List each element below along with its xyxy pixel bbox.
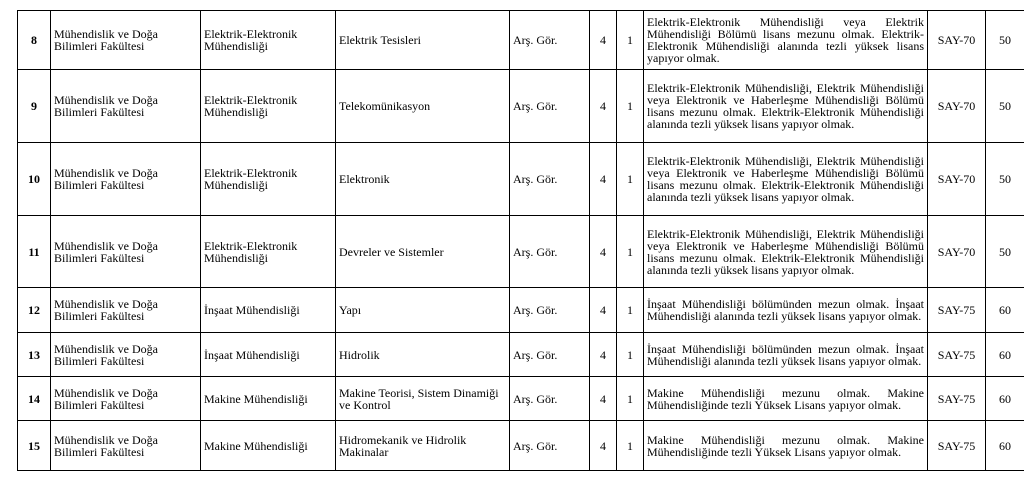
title-cell: Arş. Gör. xyxy=(510,70,590,143)
requirement-cell: Makine Mühendisliği mezunu olmak. Makine Mühendisliğinde tezli Yüksek Lisans yapıyor olmak. xyxy=(644,421,928,471)
min-score-cell: 60 xyxy=(986,288,1024,333)
count-cell: 1 xyxy=(617,143,644,216)
title-cell: Arş. Gör. xyxy=(510,216,590,288)
row-number: 12 xyxy=(18,288,51,333)
min-score-cell: 60 xyxy=(986,421,1024,471)
score-type-cell: SAY-70 xyxy=(928,11,986,70)
requirement-cell: Makine Mühendisliği mezunu olmak. Makine Mühendisliğinde tezli Yüksek Lisans yapıyor olmak. xyxy=(644,377,928,421)
degree-cell: 4 xyxy=(590,288,617,333)
degree-cell: 4 xyxy=(590,421,617,471)
table-row xyxy=(18,333,1024,377)
degree-cell: 4 xyxy=(590,216,617,288)
degree-cell: 4 xyxy=(590,377,617,421)
field-cell: Elektrik Tesisleri xyxy=(336,11,510,70)
requirement-cell: Elektrik-Elektronik Mühendisliği, Elektrik Mühendisliği veya Elektronik ve Haberleşme Mühendisliği Bölümü lisans mezunu olmak. Elektrik-Elektronik Mühendisliği alanında tezli yüksek lisans yapıyor olmak. xyxy=(644,70,928,143)
department-cell: Elektrik-Elektronik Mühendisliği xyxy=(201,143,336,216)
requirement-cell: Elektrik-Elektronik Mühendisliği, Elektrik Mühendisliği veya Elektronik ve Haberleşme Mühendisliği Bölümü lisans mezunu olmak. Elektrik-Elektronik Mühendisliği alanında tezli yüksek lisans yapıyor olmak. xyxy=(644,216,928,288)
table-row xyxy=(18,11,1024,70)
score-type-cell: SAY-70 xyxy=(928,216,986,288)
table-row xyxy=(18,377,1024,421)
min-score-cell: 50 xyxy=(986,216,1024,288)
table-row xyxy=(18,143,1024,216)
count-cell: 1 xyxy=(617,377,644,421)
score-type-cell: SAY-75 xyxy=(928,333,986,377)
score-type-cell: SAY-75 xyxy=(928,377,986,421)
faculty-cell: Mühendislik ve Doğa Bilimleri Fakültesi xyxy=(51,216,201,288)
row-number: 11 xyxy=(18,216,51,288)
title-cell: Arş. Gör. xyxy=(510,333,590,377)
field-cell: Elektronik xyxy=(336,143,510,216)
department-cell: Elektrik-Elektronik Mühendisliği xyxy=(201,70,336,143)
score-type-cell: SAY-70 xyxy=(928,70,986,143)
positions-table-container xyxy=(17,10,1024,471)
score-type-cell: SAY-70 xyxy=(928,143,986,216)
faculty-cell: Mühendislik ve Doğa Bilimleri Fakültesi xyxy=(51,70,201,143)
count-cell: 1 xyxy=(617,288,644,333)
requirement-cell: İnşaat Mühendisliği bölümünden mezun olmak. İnşaat Mühendisliği alanında tezli yüksek lisans yapıyor olmak. xyxy=(644,333,928,377)
count-cell: 1 xyxy=(617,421,644,471)
min-score-cell: 60 xyxy=(986,333,1024,377)
row-number: 15 xyxy=(18,421,51,471)
degree-cell: 4 xyxy=(590,333,617,377)
count-cell: 1 xyxy=(617,216,644,288)
department-cell: İnşaat Mühendisliği xyxy=(201,333,336,377)
count-cell: 1 xyxy=(617,11,644,70)
field-cell: Makine Teorisi, Sistem Dinamiği ve Kontrol xyxy=(336,377,510,421)
requirement-cell: Elektrik-Elektronik Mühendisliği, Elektrik Mühendisliği veya Elektronik ve Haberleşme Mühendisliği Bölümü lisans mezunu olmak. Elektrik-Elektronik Mühendisliği alanında tezli yüksek lisans yapıyor olmak. xyxy=(644,143,928,216)
field-cell: Yapı xyxy=(336,288,510,333)
faculty-cell: Mühendislik ve Doğa Bilimleri Fakültesi xyxy=(51,288,201,333)
table-body xyxy=(18,11,1024,471)
score-type-cell: SAY-75 xyxy=(928,288,986,333)
department-cell: Makine Mühendisliği xyxy=(201,377,336,421)
requirement-cell: İnşaat Mühendisliği bölümünden mezun olmak. İnşaat Mühendisliği alanında tezli yüksek lisans yapıyor olmak. xyxy=(644,288,928,333)
title-cell: Arş. Gör. xyxy=(510,421,590,471)
min-score-cell: 50 xyxy=(986,143,1024,216)
department-cell: Makine Mühendisliği xyxy=(201,421,336,471)
min-score-cell: 50 xyxy=(986,11,1024,70)
row-number: 14 xyxy=(18,377,51,421)
field-cell: Telekomünikasyon xyxy=(336,70,510,143)
degree-cell: 4 xyxy=(590,143,617,216)
faculty-cell: Mühendislik ve Doğa Bilimleri Fakültesi xyxy=(51,11,201,70)
field-cell: Hidromekanik ve Hidrolik Makinalar xyxy=(336,421,510,471)
degree-cell: 4 xyxy=(590,70,617,143)
department-cell: Elektrik-Elektronik Mühendisliği xyxy=(201,11,336,70)
degree-cell: 4 xyxy=(590,11,617,70)
row-number: 13 xyxy=(18,333,51,377)
row-number: 9 xyxy=(18,70,51,143)
min-score-cell: 60 xyxy=(986,377,1024,421)
row-number: 10 xyxy=(18,143,51,216)
department-cell: Elektrik-Elektronik Mühendisliği xyxy=(201,216,336,288)
row-number: 8 xyxy=(18,11,51,70)
faculty-cell: Mühendislik ve Doğa Bilimleri Fakültesi xyxy=(51,143,201,216)
faculty-cell: Mühendislik ve Doğa Bilimleri Fakültesi xyxy=(51,333,201,377)
title-cell: Arş. Gör. xyxy=(510,377,590,421)
table-row xyxy=(18,421,1024,471)
positions-table xyxy=(17,10,1024,471)
title-cell: Arş. Gör. xyxy=(510,288,590,333)
score-type-cell: SAY-75 xyxy=(928,421,986,471)
min-score-cell: 50 xyxy=(986,70,1024,143)
field-cell: Devreler ve Sistemler xyxy=(336,216,510,288)
title-cell: Arş. Gör. xyxy=(510,143,590,216)
faculty-cell: Mühendislik ve Doğa Bilimleri Fakültesi xyxy=(51,421,201,471)
table-row xyxy=(18,288,1024,333)
table-row xyxy=(18,216,1024,288)
table-row xyxy=(18,70,1024,143)
field-cell: Hidrolik xyxy=(336,333,510,377)
faculty-cell: Mühendislik ve Doğa Bilimleri Fakültesi xyxy=(51,377,201,421)
count-cell: 1 xyxy=(617,333,644,377)
requirement-cell: Elektrik-Elektronik Mühendisliği veya Elektrik Mühendisliği Bölümü lisans mezunu olmak. Elektrik-Elektronik Mühendisliği alanında tezli yüksek lisans yapıyor olmak. xyxy=(644,11,928,70)
count-cell: 1 xyxy=(617,70,644,143)
department-cell: İnşaat Mühendisliği xyxy=(201,288,336,333)
title-cell: Arş. Gör. xyxy=(510,11,590,70)
